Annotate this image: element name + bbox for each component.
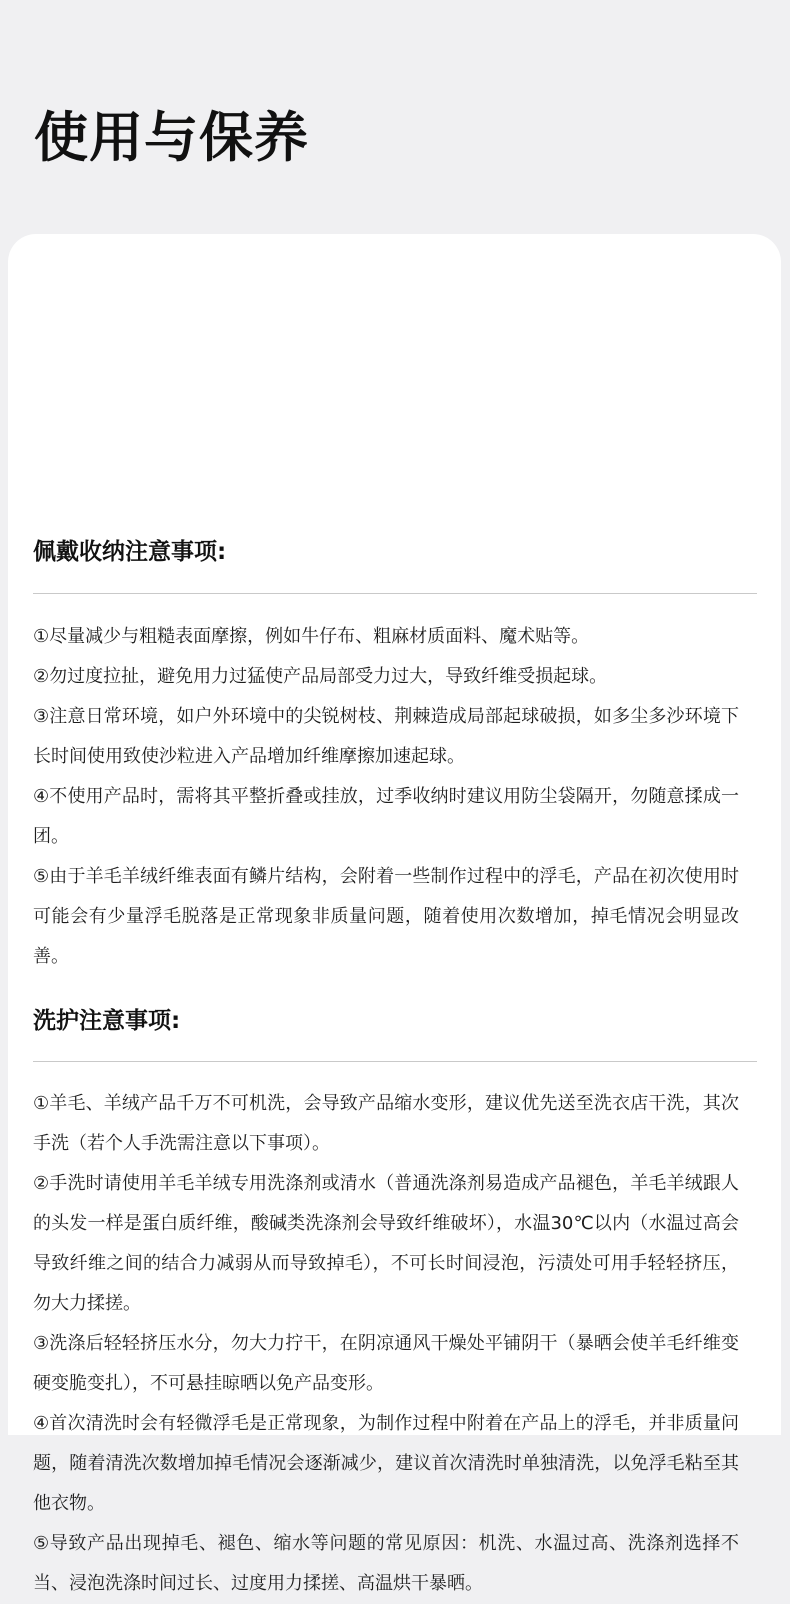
page-title: 使用与保养 <box>34 106 309 169</box>
list-item: ①尽量减少与粗糙表面摩擦，例如牛仔布、粗麻材质面料、魔术贴等。 <box>33 626 590 647</box>
washing-care-list <box>33 1084 739 1604</box>
list-item: ①羊毛、羊绒产品千万不可机洗，会导致产品缩水变形，建议优先送至洗衣店干洗，其次手洗（若个人手洗需注意以下事项）。 <box>33 1093 739 1154</box>
section-heading-washing-care: 洗护注意事项: <box>33 1008 181 1034</box>
list-item: ④不使用产品时，需将其平整折叠或挂放，过季收纳时建议用防尘袋隔开，勿随意揉成一团。 <box>33 786 739 847</box>
list-item: ②勿过度拉扯，避免用力过猛使产品局部受力过大，导致纤维受损起球。 <box>33 666 608 687</box>
section-divider <box>33 1061 757 1062</box>
list-item: ③注意日常环境，如户外环境中的尖锐树枝、荆棘造成局部起球破损，如多尘多沙环境下长时间使用致使沙粒进入产品增加纤维摩擦加速起球。 <box>33 706 739 767</box>
list-item: ④首次清洗时会有轻微浮毛是正常现象，为制作过程中附着在产品上的浮毛，并非质量问题，随着清洗次数增加掉毛情况会逐渐减少，建议首次清洗时单独清洗，以免浮毛粘至其他衣物。 <box>33 1413 739 1514</box>
section-heading-wear-storage: 佩戴收纳注意事项: <box>33 539 227 565</box>
content-card <box>8 234 781 1594</box>
section-divider <box>33 593 757 594</box>
list-item: ⑤导致产品出现掉毛、褪色、缩水等问题的常见原因：机洗、水温过高、洗涤剂选择不当、浸泡洗涤时间过长、过度用力揉搓、高温烘干暴晒。 <box>33 1533 739 1594</box>
list-item: ⑤由于羊毛羊绒纤维表面有鳞片结构，会附着一些制作过程中的浮毛，产品在初次使用时可能会有少量浮毛脱落是正常现象非质量问题，随着使用次数增加，掉毛情况会明显改善。 <box>33 866 739 967</box>
list-item: ③洗涤后轻轻挤压水分，勿大力拧干，在阴凉通风干燥处平铺阴干（暴晒会使羊毛纤维变硬变脆变扎），不可悬挂晾晒以免产品变形。 <box>33 1333 739 1394</box>
wear-storage-list <box>33 617 739 977</box>
list-item: ②手洗时请使用羊毛羊绒专用洗涤剂或清水（普通洗涤剂易造成产品褪色，羊毛羊绒跟人的头发一样是蛋白质纤维，酸碱类洗涤剂会导致纤维破坏），水温30℃以内（水温过高会导致纤维之间的结合力减弱从而导致掉毛），不可长时间浸泡，污渍处可用手轻轻挤压，勿大力揉搓。 <box>33 1173 739 1314</box>
